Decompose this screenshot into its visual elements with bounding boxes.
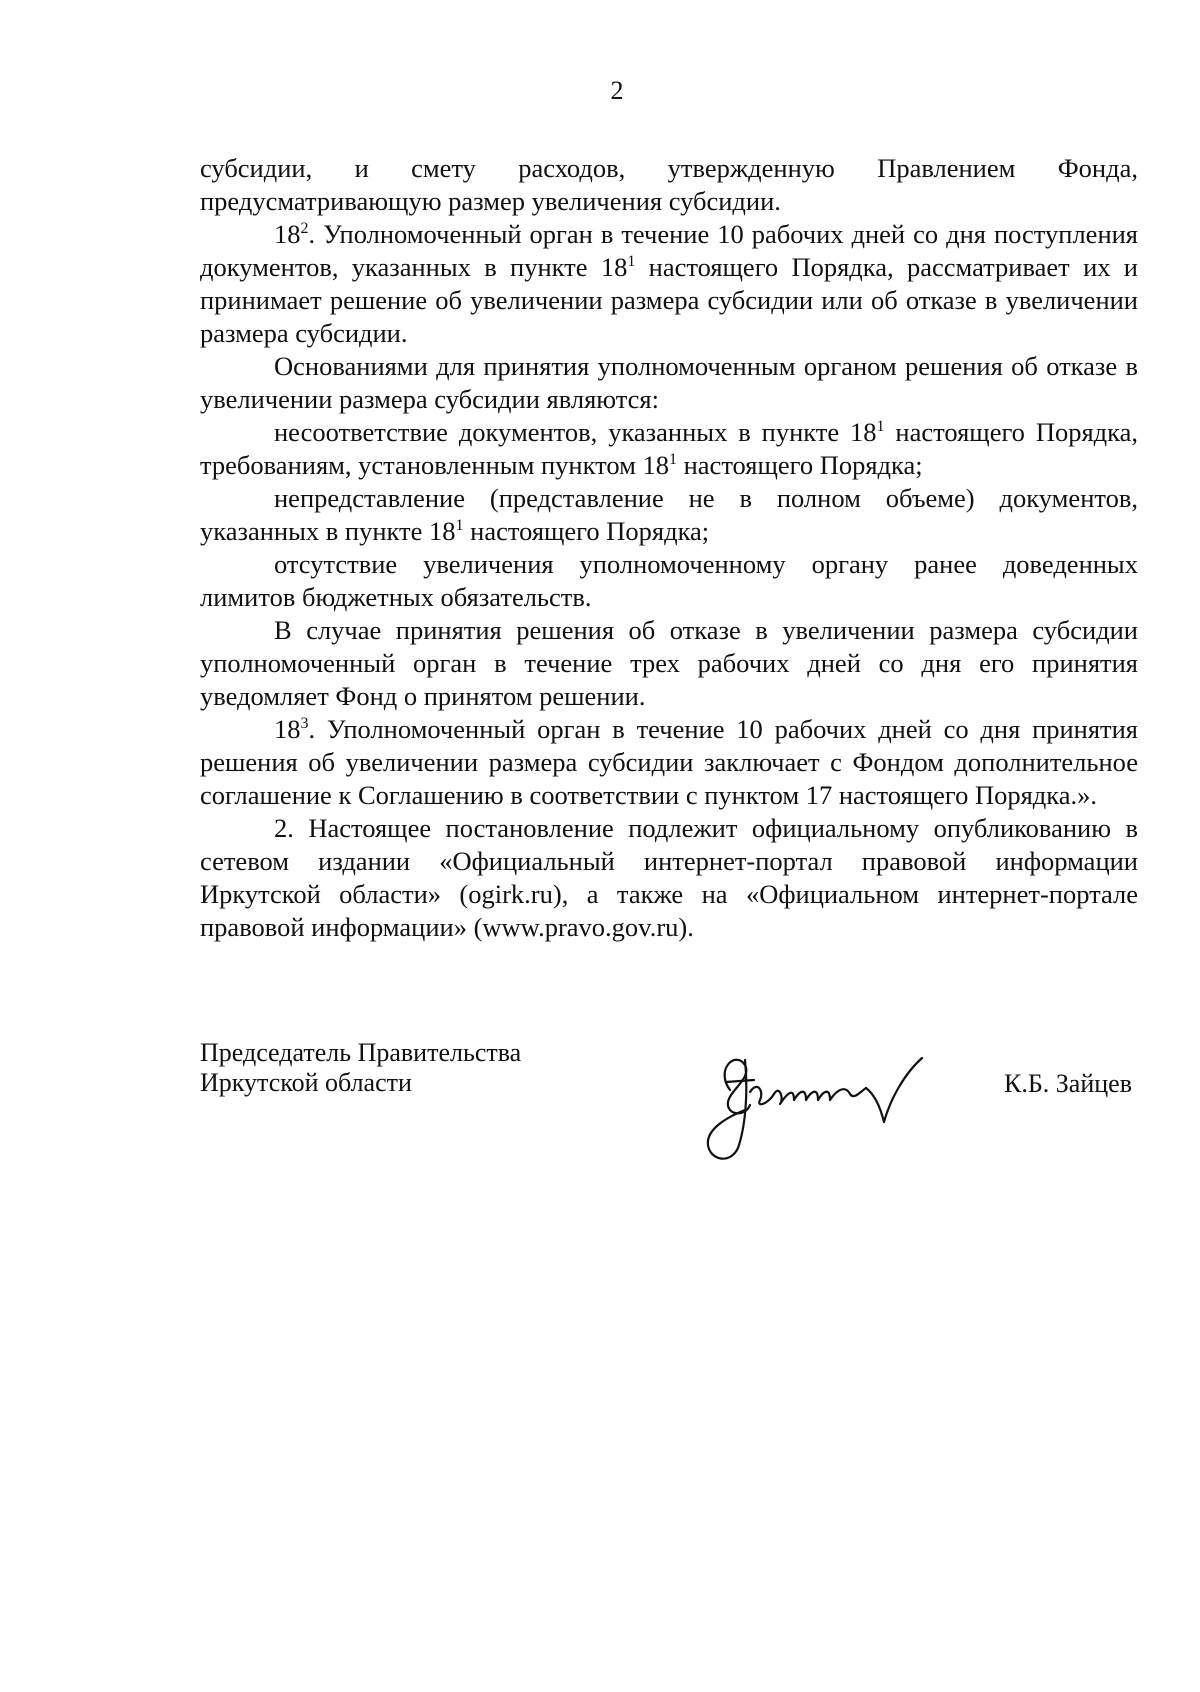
paragraph-18-2: $18^2$. Уполномоченный орган в течение 10 рабочих дней со дня поступления документов, указанных в пункте $18^1$ настоящего Порядка, рассматривает их и принимает решение об увеличении размера субсидии или об отказе в увеличении размера субсидии. <box>200 219 1138 348</box>
signatory-name: К.Б. Зайцев <box>1004 1069 1132 1098</box>
signatory-position-line-2: Иркутской области <box>200 1068 412 1097</box>
paragraph-refusal-notice: В случае принятия решения об отказе в увеличении размера субсидии уполномоченный орган в течение трех рабочих дней со дня его принятия уведомляет Фонд о принятом решении. <box>200 615 1138 711</box>
signatory-position <box>200 1038 521 1098</box>
handwritten-signature <box>690 1030 960 1170</box>
paragraph-ground-2: непредставление (представление не в полном объеме) документов, указанных в пункте $18^1$ настоящего Порядка; <box>200 483 1138 546</box>
paragraph-18-3: $18^3$. Уполномоченный орган в течение 10 рабочих дней со дня принятия решения об увеличении размера субсидии заключает с Фондом дополнительное соглашение к Соглашению в соответствии с пунктом 17 настоящего Порядка.». <box>200 714 1138 810</box>
paragraph-ground-3: отсутствие увеличения уполномоченному органу ранее доведенных лимитов бюджетных обязательств. <box>200 549 1138 612</box>
paragraph-grounds: Основаниями для принятия уполномоченным органом решения об отказе в увеличении размера субсидии являются: <box>200 351 1138 414</box>
paragraph-1: субсидии, и смету расходов, утвержденную Правлением Фонда, предусматривающую размер увеличения субсидии. <box>200 153 1138 216</box>
signatory-position-line-1: Председатель Правительства <box>200 1038 522 1067</box>
paragraph-publication: 2. Настоящее постановление подлежит официальному опубликованию в сетевом издании «Официальный интернет-портал правовой информации Иркутской области» (ogirk.ru), а также на «Официальном интернет-портале правовой информации» (www.pravo.gov.ru). <box>200 813 1138 942</box>
paragraph-ground-1: несоответствие документов, указанных в пункте $18^1$ настоящего Порядка, требованиям, установленным пунктом $18^1$ настоящего Порядка; <box>200 417 1139 480</box>
document-body <box>200 152 1138 944</box>
page-number: 2 <box>610 76 624 105</box>
